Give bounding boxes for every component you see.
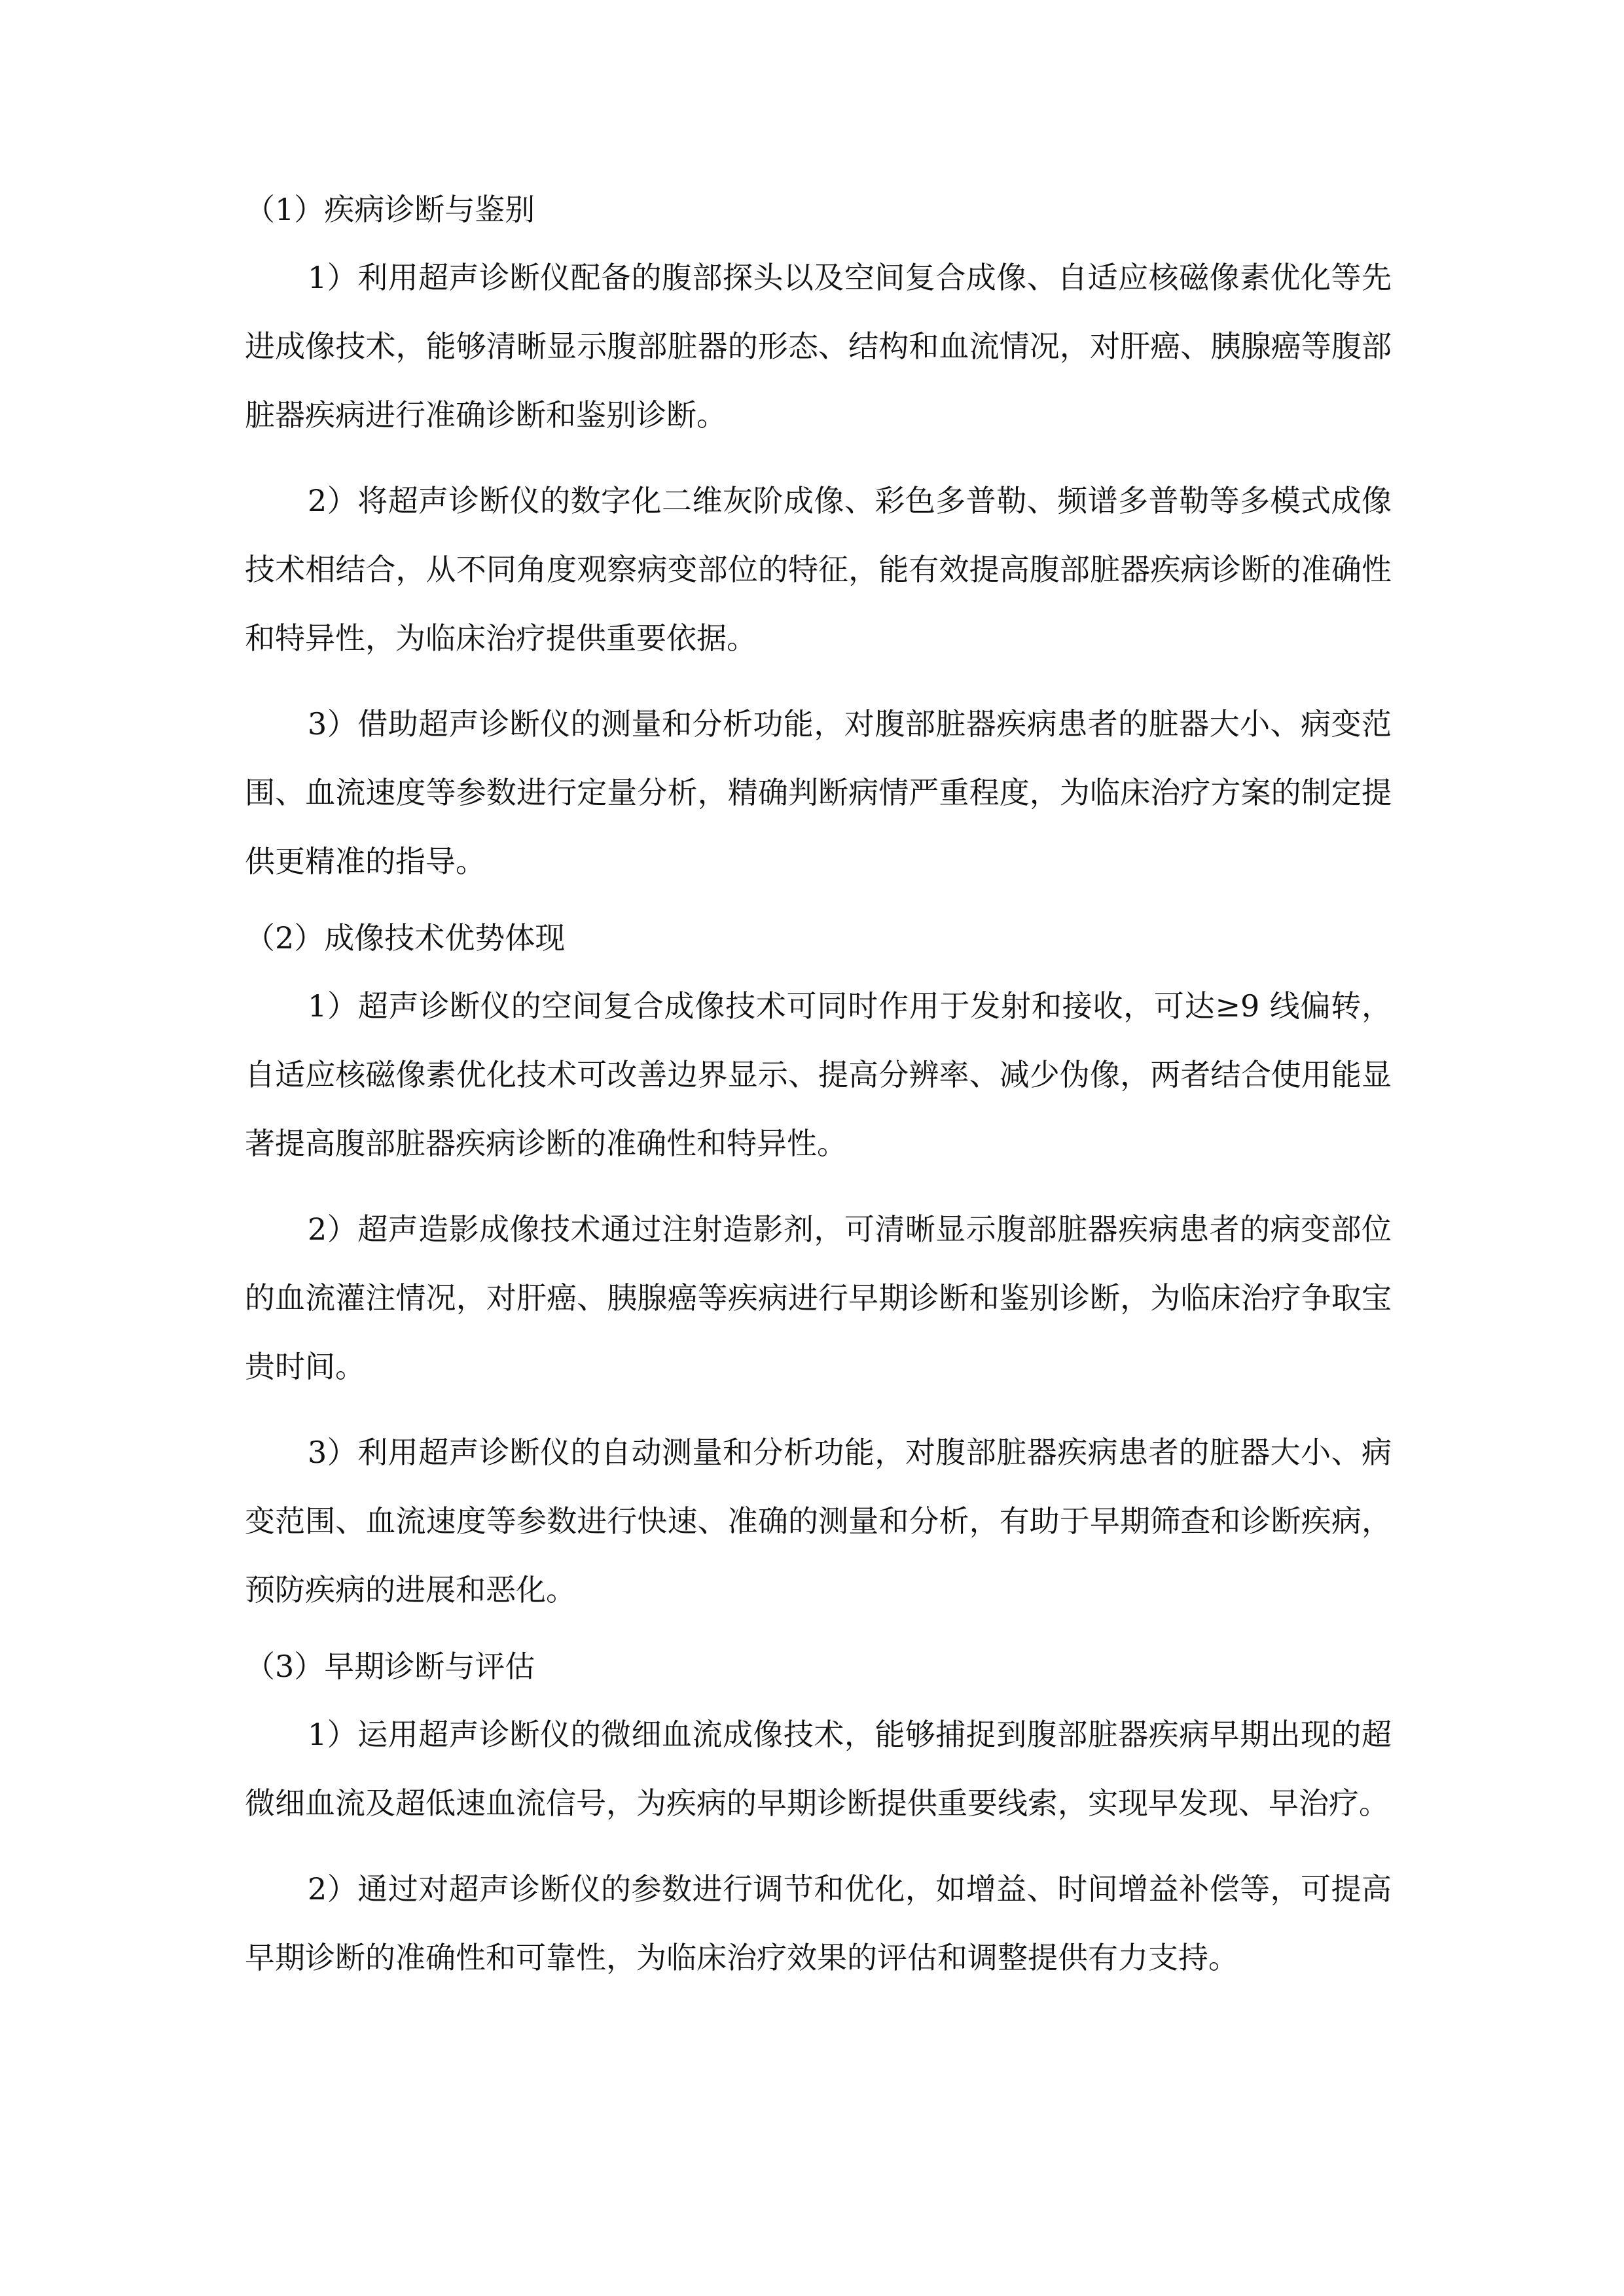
section-imaging-advantages	[245, 916, 1392, 1624]
section-disease-diagnosis	[245, 187, 1392, 896]
paragraph: 2）通过对超声诊断仪的参数进行调节和优化，如增益、时间增益补偿等，可提高早期诊断的准确性和可靠性，为临床治疗效果的评估和调整提供有力支持。	[245, 1871, 1392, 1975]
document-body	[245, 187, 1392, 2009]
paragraph: 1）超声诊断仪的空间复合成像技术可同时作用于发射和接收，可达≥9 线偏转，自适应核磁像素优化技术可改善边界显示、提高分辨率、减少伪像，两者结合使用能显著提高腹部脏器疾病诊断的准确性和特异性。	[245, 988, 1392, 1161]
section-heading: （1）疾病诊断与鉴别	[245, 192, 535, 227]
paragraph: 3）借助超声诊断仪的测量和分析功能，对腹部脏器疾病患者的脏器大小、病变范围、血流速度等参数进行定量分析，精确判断病情严重程度，为临床治疗方案的制定提供更精准的指导。	[245, 706, 1392, 879]
paragraph: 1）利用超声诊断仪配备的腹部探头以及空间复合成像、自适应核磁像素优化等先进成像技术，能够清晰显示腹部脏器的形态、结构和血流情况，对肝癌、胰腺癌等腹部脏器疾病进行准确诊断和鉴别诊断。	[245, 260, 1392, 433]
paragraph: 1）运用超声诊断仪的微细血流成像技术，能够捕捉到腹部脏器疾病早期出现的超微细血流及超低速血流信号，为疾病的早期诊断提供重要线索，实现早发现、早治疗。	[245, 1717, 1392, 1821]
section-heading: （2）成像技术优势体现	[245, 920, 566, 956]
paragraph: 2）将超声诊断仪的数字化二维灰阶成像、彩色多普勒、频谱多普勒等多模式成像技术相结合，从不同角度观察病变部位的特征，能有效提高腹部脏器疾病诊断的准确性和特异性，为临床治疗提供重要依据。	[245, 483, 1392, 656]
section-early-diagnosis	[245, 1644, 1392, 1992]
section-heading: （3）早期诊断与评估	[245, 1649, 535, 1684]
paragraph: 2）超声造影成像技术通过注射造影剂，可清晰显示腹部脏器疾病患者的病变部位的血流灌注情况，对肝癌、胰腺癌等疾病进行早期诊断和鉴别诊断，为临床治疗争取宝贵时间。	[245, 1211, 1392, 1384]
paragraph: 3）利用超声诊断仪的自动测量和分析功能，对腹部脏器疾病患者的脏器大小、病变范围、血流速度等参数进行快速、准确的测量和分析，有助于早期筛查和诊断疾病，预防疾病的进展和恶化。	[245, 1435, 1392, 1607]
